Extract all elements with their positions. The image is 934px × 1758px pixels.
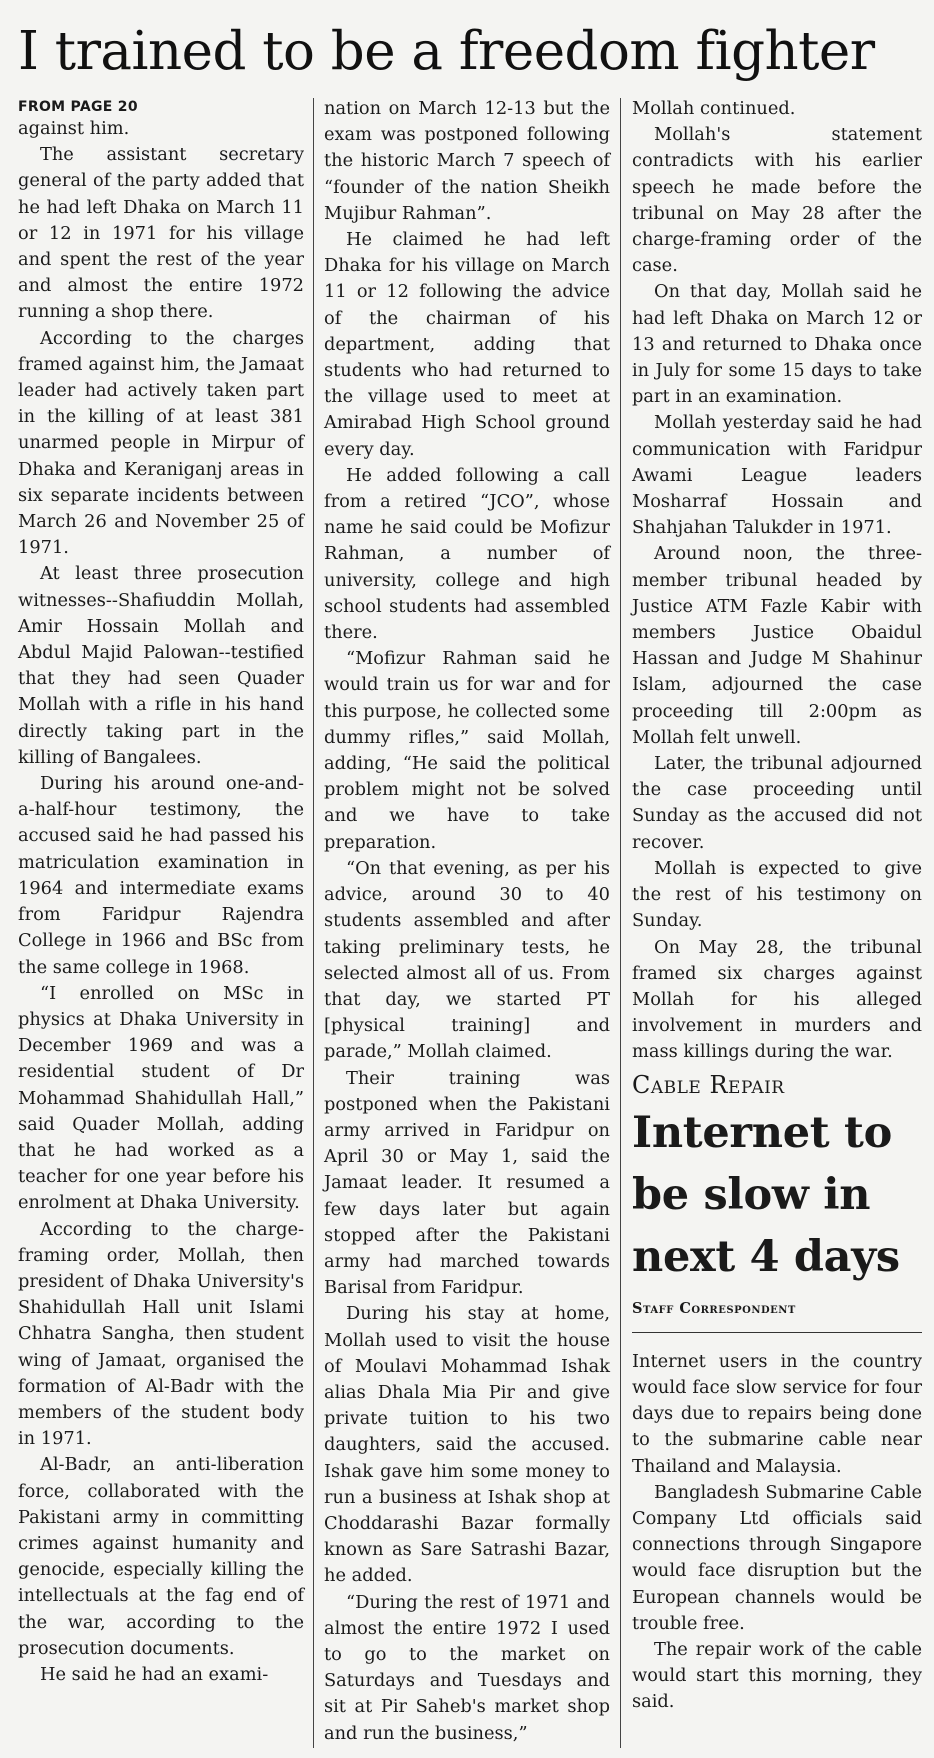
- article-headline: I trained to be a freedom fighter: [18, 21, 875, 82]
- paragraph: According to the charges framed against him, the Jamaat leader had actively taken part in the killing of at least 381 unarmed people in Mirpur of Dhaka and Keraniganj areas in six separate incidents between March 26 and November 25 of 1971.: [18, 327, 304, 559]
- paragraph: According to the charge-framing order, Mollah, then president of Dhaka University's Shahidullah Hall unit Islami Chhatra Sangha, then student wing of Jamaat, organised the formation of Al-Badr with the members of the student body in 1971.: [18, 1218, 304, 1450]
- column-divider: [313, 98, 314, 1748]
- paragraph: On that day, Mollah said he had left Dhaka on March 12 or 13 and returned to Dhaka once in July for some 15 days to take part in an examination.: [632, 281, 922, 408]
- byline-divider: [632, 1332, 922, 1333]
- paragraph: nation on March 12-13 but the exam was postponed following the historic March 7 speech of “founder of the nation Sheikh Mujibur Rahman”.: [324, 98, 610, 224]
- sidebar-story: [632, 1070, 922, 1716]
- sidebar-kicker: Cable Repair: [632, 1070, 785, 1099]
- paragraph: Around noon, the three-member tribunal headed by Justice ATM Fazle Kabir with members Justice Obaidul Hassan and Judge M Shahinur Islam, adjourned the case proceeding till 2:00pm as Mollah felt unwell.: [632, 543, 922, 748]
- column-divider: [620, 98, 621, 1748]
- paragraph: Al-Badr, an anti-liberation force, collaborated with the Pakistani army in committing crimes against humanity and genocide, especially killing the intellectuals at the fag end of the war, according to the prosecution documents.: [18, 1454, 304, 1659]
- paragraph: At least three prosecution witnesses--Shafiuddin Mollah, Amir Hossain Mollah and Abdul Majid Palowan--testified that they had seen Quader Mollah with a rifle in his hand directly taking part in the killing of Bangalees.: [18, 563, 304, 768]
- paragraph: “I enrolled on MSc in physics at Dhaka University in December 1969 and was a residential student of Dr Mohammad Shahidullah Hall,” said Quader Mollah, adding that he had worked as a teacher for one year before his enrolment at Dhaka University.: [18, 982, 304, 1214]
- paragraph: “Mofizur Rahman said he would train us for war and for this purpose, he collected some dummy rifles,” said Mollah, adding, “He said the political problem might not be solved and we have to take preparation.: [324, 648, 610, 853]
- paragraph: During his stay at home, Mollah used to visit the house of Moulavi Mohammad Ishak alias Dhala Mia Pir and give private tuition to his two daughters, said the accused. Ishak gave him some money to run a business at Ishak shop at Choddarashi Bazar formally known as Sare Satrashi Bazar, he added.: [324, 1303, 610, 1587]
- sidebar-headline: Internet to be slow in next 4 days: [632, 1107, 900, 1282]
- paragraph: against him.: [18, 118, 130, 139]
- paragraph: Bangladesh Submarine Cable Company Ltd officials said connections through Singapore would face disruption but the European channels would be trouble free.: [632, 1481, 922, 1634]
- paragraph: On May 28, the tribunal framed six charges against Mollah for his alleged involvement in murders and mass killings during the war.: [632, 936, 922, 1063]
- paragraph: Mollah continued.: [632, 98, 796, 119]
- paragraph: Internet users in the country would face slow service for four days due to repairs being done to the submarine cable near Thailand and Malaysia.: [632, 1350, 922, 1477]
- article-column-3: [632, 96, 922, 1716]
- paragraph: “On that evening, as per his advice, around 30 to 40 students assembled and after taking preliminary tests, he selected almost all of us. From that day, we started PT [physical training] and parade,” Mollah claimed.: [324, 857, 610, 1063]
- article-column-1: [18, 98, 304, 1688]
- paragraph: The assistant secretary general of the party added that he had left Dhaka on March 11 or 12 in 1971 for his village and spent the rest of the year and almost the entire 1972 running a shop there.: [18, 144, 304, 323]
- paragraph: The repair work of the cable would start this morning, they said.: [632, 1638, 922, 1713]
- article-column-2: [324, 96, 610, 1747]
- sidebar-byline: Staff Correspondent: [632, 1299, 796, 1317]
- paragraph: He said he had an exami-: [40, 1663, 269, 1685]
- paragraph: During his around one-and-a-half-hour testimony, the accused said he had passed his matriculation examination in 1964 and intermediate exams from Faridpur Rajendra College in 1966 and BSc from the same college in 1968.: [18, 773, 304, 978]
- paragraph: He added following a call from a retired “JCO”, whose name he said could be Mofizur Rahman, a number of university, college and high school students had assembled there.: [324, 464, 610, 644]
- paragraph: Mollah is expected to give the rest of his testimony on Sunday.: [632, 857, 922, 932]
- paragraph: “During the rest of 1971 and almost the entire 1972 I used to go to the market on Saturdays and Tuesdays and sit at Pir Saheb's market shop and run the business,”: [324, 1591, 610, 1744]
- paragraph: Later, the tribunal adjourned the case proceeding until Sunday as the accused did not recover.: [632, 753, 922, 853]
- paragraph: Their training was postponed when the Pakistani army arrived in Faridpur on April 30 or May 1, said the Jamaat leader. It resumed a few days later but again stopped after the Pakistani army had marched towards Barisal from Faridpur.: [324, 1067, 610, 1299]
- paragraph: Mollah yesterday said he had communication with Faridpur Awami League leaders Mosharraf Hossain and Shahjahan Talukder in 1971.: [632, 412, 922, 539]
- paragraph: He claimed he had left Dhaka for his village on March 11 or 12 following the advice of the chairman of his department, adding that students who had returned to the village used to meet at Amirabad High School ground every day.: [324, 229, 610, 460]
- paragraph: Mollah's statement contradicts with his earlier speech he made before the tribunal on May 28 after the charge-framing order of the case.: [632, 124, 922, 277]
- continuation-kicker: FROM PAGE 20: [18, 99, 138, 115]
